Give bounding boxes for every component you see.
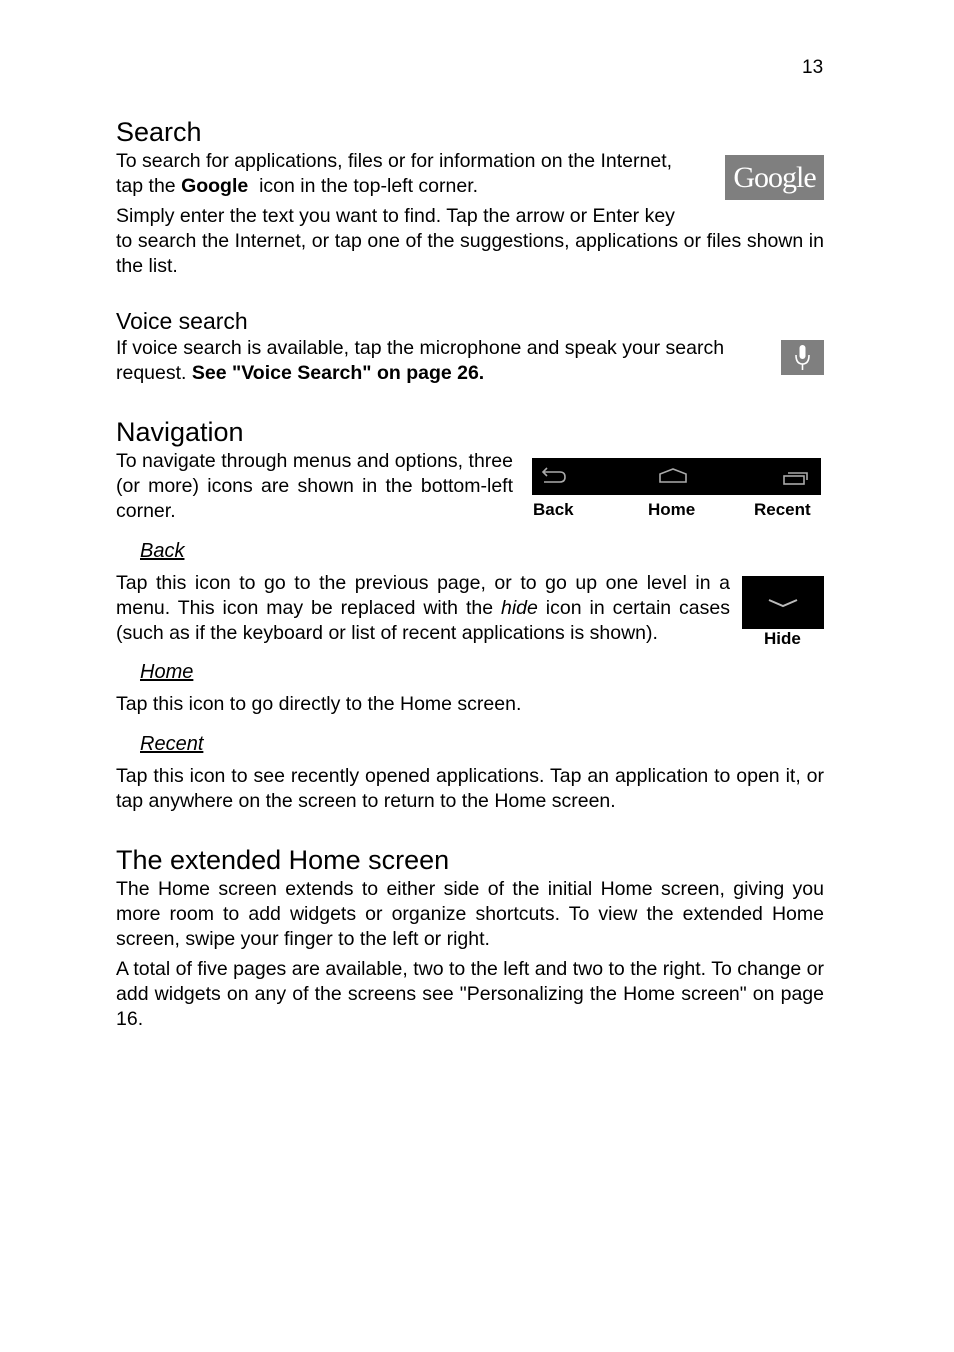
extended-home-paragraph-1: The Home screen extends to either side of the initial Home screen, giving you more room to add widgets or organize shortcuts. To view the extended Home screen, swipe your finger to the left or right. (116, 878, 824, 950)
navigation-intro: To navigate through menus and options, three (or more) icons are shown in the bottom-left corner. (116, 450, 513, 522)
back-subheading: Back (140, 540, 185, 562)
recent-apps-icon (784, 473, 807, 484)
extended-home-heading: The extended Home screen (116, 845, 450, 875)
navigation-heading: Navigation (116, 417, 244, 447)
voice-search-paragraph (116, 336, 776, 386)
search-p1-line2: tap the Google icon in the top-left corner. (116, 175, 479, 197)
voice-search-heading: Voice search (116, 308, 248, 334)
hide-label: Hide (764, 629, 801, 648)
navigation-bar-image (532, 458, 821, 495)
google-icon: Google (725, 155, 824, 200)
recent-paragraph: Tap this icon to see recently opened applications. Tap an application to open it, or tap anywhere on the screen to return to the Home screen. (116, 765, 824, 812)
home-subheading: Home (140, 661, 194, 683)
hide-icon (742, 576, 824, 629)
voice-search-line2: request. See "Voice Search" on page 26. (116, 362, 485, 384)
search-paragraph-2-line1: Simply enter the text you want to find. Tap the arrow or Enter key (116, 205, 675, 227)
voice-search-line1: If voice search is available, tap the microphone and speak your search (116, 337, 725, 359)
nav-label-home: Home (648, 500, 696, 519)
search-paragraph-1 (116, 149, 716, 199)
search-p1-line1: To search for applications, files or for information on the Internet, (116, 150, 673, 172)
page-number: 13 (802, 57, 824, 78)
recent-subheading: Recent (140, 733, 204, 755)
home-icon (660, 469, 686, 482)
nav-label-recent: Recent (754, 500, 811, 519)
home-paragraph: Tap this icon to go directly to the Home screen. (116, 693, 522, 715)
search-heading: Search (116, 117, 202, 147)
extended-home-paragraph-2: A total of five pages are available, two to the left and two to the right. To change or add widgets on any of the screens see "Personalizing the Home screen" on page 16. (116, 958, 824, 1030)
nav-label-back: Back (533, 500, 574, 519)
microphone-icon (781, 340, 824, 375)
search-paragraph-2-rest: to search the Internet, or tap one of the suggestions, applications or files shown in the list. (116, 230, 824, 277)
back-paragraph: Tap this icon to go to the previous page, or to go up one level in a menu. This icon may be replaced with the hide icon in certain cases (such as if the keyboard or list of recent applications is shown). (116, 572, 730, 644)
back-arrow-icon (543, 468, 565, 482)
